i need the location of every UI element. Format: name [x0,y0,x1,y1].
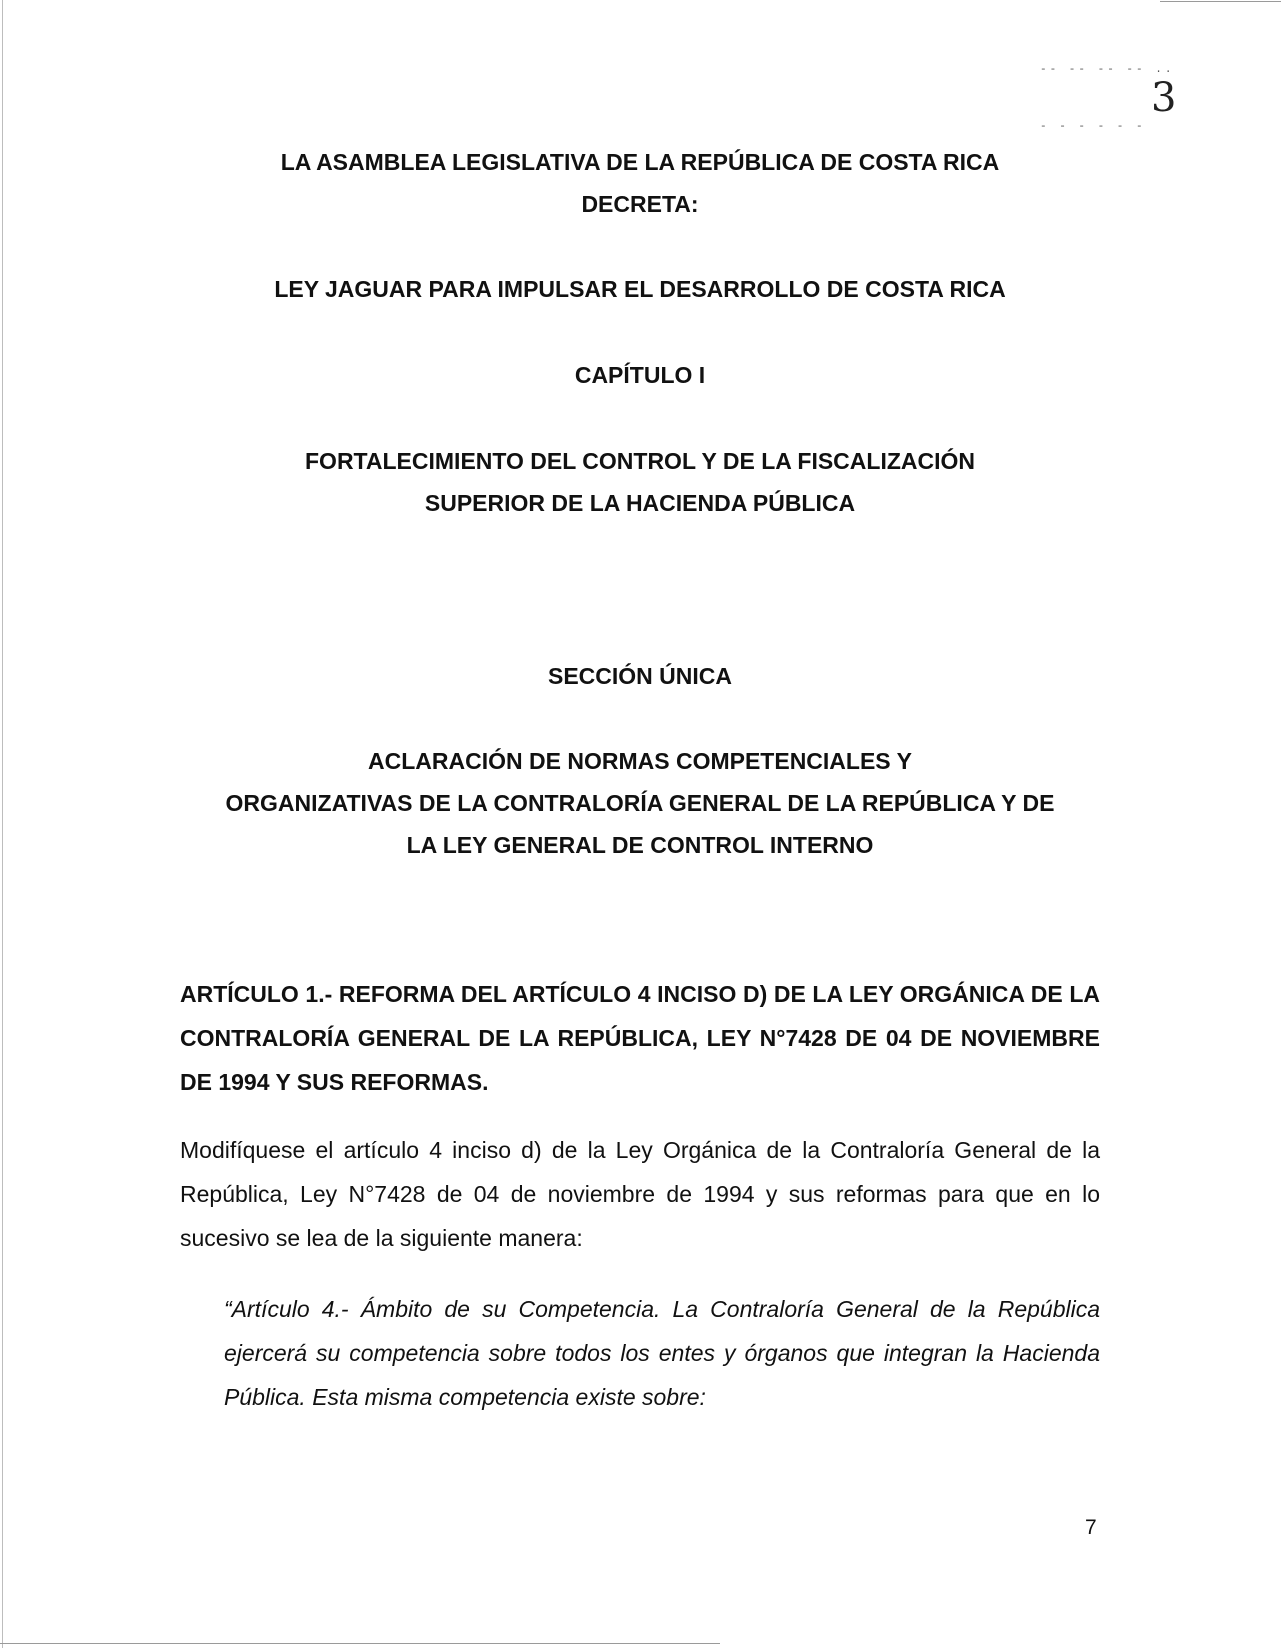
section-title [140,740,1140,866]
chapter-label [140,354,1140,396]
section-title-line2: ORGANIZATIVAS DE LA CONTRALORÍA GENERAL DE LA REPÚBLICA Y DE [225,790,1055,816]
chapter-label-text: CAPÍTULO I [574,362,706,388]
decree-header-line2: DECRETA: [581,191,699,217]
scan-mark-top: -- -- -- -- .. [1040,64,1175,76]
chapter-title-line1: FORTALECIMIENTO DEL CONTROL Y DE LA FISCALIZACIÓN [305,448,975,474]
decree-header [140,141,1140,225]
page-number: 7 [1085,1516,1097,1539]
chapter-title [140,440,1140,524]
section-title-line1: ACLARACIÓN DE NORMAS COMPETENCIALES Y [368,748,912,774]
section-title-line3: LA LEY GENERAL DE CONTROL INTERNO [406,832,874,858]
scan-edge-bottom [0,1643,720,1644]
scan-edge-top-right [1160,1,1281,2]
decree-header-line1: LA ASAMBLEA LEGISLATIVA DE LA REPÚBLICA DE COSTA RICA [280,149,1000,175]
scan-edge-left [2,0,3,1648]
article-quote: “Artículo 4.- Ámbito de su Competencia. La Contraloría General de la República ejercerá su competencia sobre todos los entes y órganos que integran la Hacienda Pública. Esta misma competencia existe sobre: [224,1296,1100,1410]
chapter-title-line2: SUPERIOR DE LA HACIENDA PÚBLICA [424,490,856,516]
article-title: ARTÍCULO 1.- REFORMA DEL ARTÍCULO 4 INCISO D) DE LA LEY ORGÁNICA DE LA CONTRALORÍA GENERAL DE LA REPÚBLICA, LEY N°7428 DE 04 DE NOVIEMBRE DE 1994 Y SUS REFORMAS. [180,981,1100,1095]
law-title [140,268,1140,310]
article-body: Modifíquese el artículo 4 inciso d) de la Ley Orgánica de la Contraloría General de la República, Ley N°7428 de 04 de noviembre de 1994 y sus reformas para que en lo sucesivo se lea de la siguiente manera: [180,1137,1100,1251]
page-stamp: 3 [1151,75,1177,121]
section-label [140,655,1140,697]
section-label-text: SECCIÓN ÚNICA [547,663,732,689]
law-title-text: LEY JAGUAR PARA IMPULSAR EL DESARROLLO DE COSTA RICA [274,276,1006,302]
scan-mark-bottom: - - - - - - [1040,121,1146,133]
